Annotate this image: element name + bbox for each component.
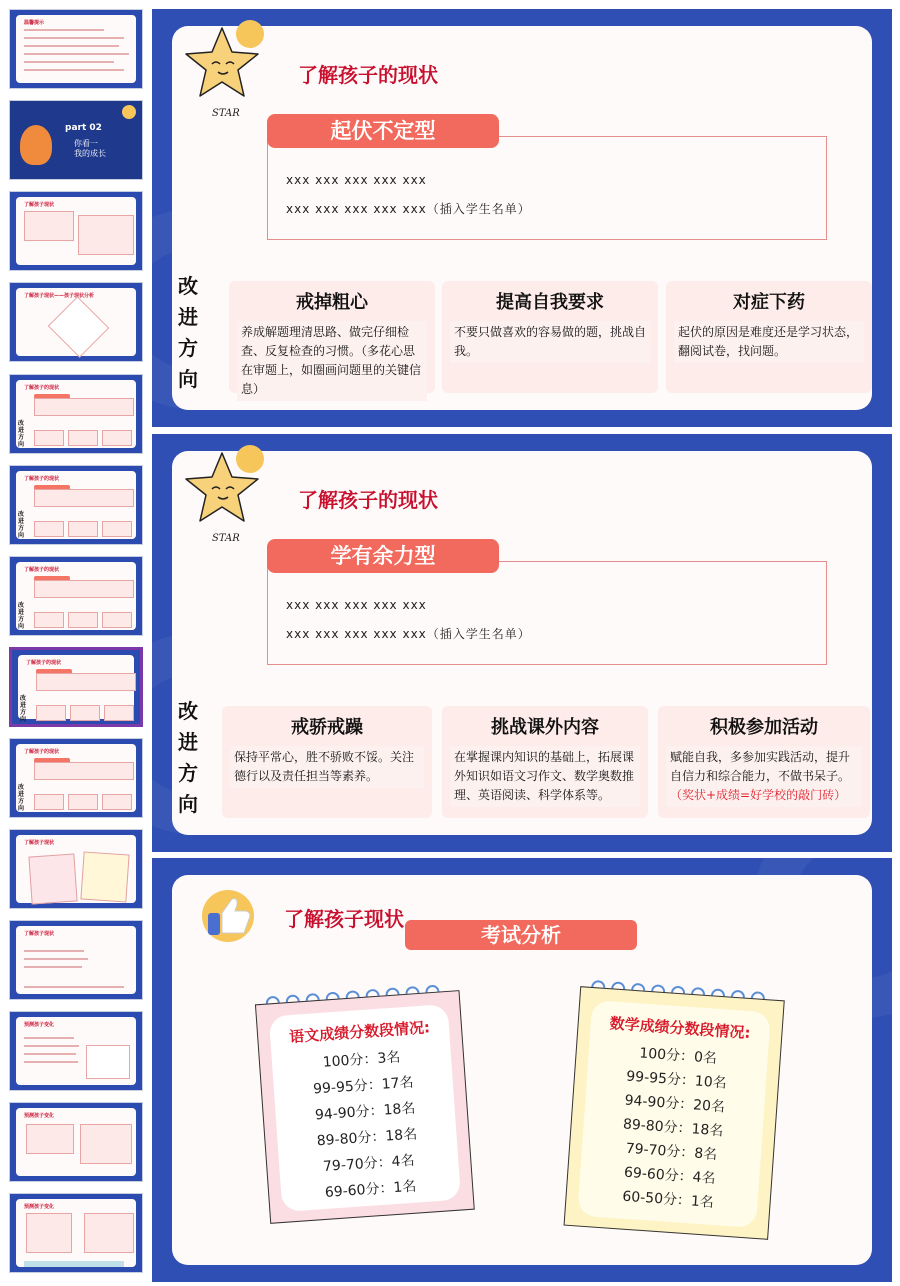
improvement-direction-label: 改 进 方 向 — [178, 699, 198, 816]
thumb-side-label: 改进方向 — [18, 602, 25, 630]
direction-card — [222, 706, 432, 818]
slide-thumb-6[interactable] — [9, 465, 143, 545]
thumb-title: 了解孩子的现状 — [24, 567, 60, 573]
slide-title: 了解孩子现状 — [284, 907, 404, 931]
thumb-side-label: 改进方向 — [20, 695, 27, 723]
thumb-title: 温馨提示 — [24, 20, 45, 26]
slide-xueyou-yuli — [152, 434, 892, 852]
score-row: 99-95分：17名 — [312, 1074, 415, 1098]
score-row: 69-60分：4名 — [623, 1164, 716, 1188]
improvement-direction-label: 改 进 方 向 — [178, 274, 198, 391]
score-row: 94-90分：20名 — [624, 1092, 726, 1116]
student-name-box — [267, 136, 827, 240]
direction-body: 在掌握课内知识的基础上，拓展课外知识如语文习作文、数学奥数推理、英语阅读、科学体系等。 — [450, 746, 640, 807]
thumb-title: 了解孩子的现状 — [24, 476, 60, 482]
math-score-notepad — [564, 976, 786, 1240]
student-name-box — [267, 561, 827, 665]
direction-heading: 戒骄戒躁 — [291, 717, 363, 738]
thumb-title: 了解孩子现状 — [24, 840, 55, 846]
name-line: xxx xxx xxx xxx xxx（插入学生名单） — [286, 202, 531, 216]
thumb-side-label: 改进方向 — [18, 511, 25, 539]
notepad-title: 语文成绩分数段情况: — [288, 1018, 431, 1047]
direction-heading: 提高自我要求 — [496, 292, 604, 313]
notepad-title: 数学成绩分数段情况: — [609, 1014, 752, 1043]
slide-thumb-12[interactable] — [9, 1011, 143, 1091]
super-star-icon — [182, 20, 272, 120]
slide-thumb-14[interactable] — [9, 1193, 143, 1273]
name-line: xxx xxx xxx xxx xxx — [286, 173, 427, 187]
name-line: xxx xxx xxx xxx xxx（插入学生名单） — [286, 627, 531, 641]
thumb-title: 预测孩子变化 — [24, 1113, 55, 1119]
score-row: 100分：0名 — [638, 1045, 718, 1067]
slide-title: 了解孩子的现状 — [298, 63, 438, 87]
slide-qifu-buding — [152, 9, 892, 427]
fox-illustration — [20, 125, 52, 165]
thumb-title: 了解孩子现状 — [24, 202, 55, 208]
direction-body: 养成解题理清思路、做完仔细检查、反复检查的习惯。（多花心思在审题上，如圈画问题里的关键信息） — [237, 321, 427, 401]
slide-thumbnail-panel — [0, 0, 150, 1286]
direction-heading: 挑战课外内容 — [491, 717, 599, 738]
score-row: 100分：3名 — [322, 1049, 401, 1071]
slide-thumb-5[interactable] — [9, 374, 143, 454]
thumb-title: 了解孩子现状 — [24, 931, 55, 937]
slide-card — [172, 451, 872, 835]
super-star-icon — [182, 445, 272, 545]
thumb-part-label: part 02 — [65, 123, 102, 133]
thumb-side-label: 改进方向 — [18, 784, 25, 812]
score-row: 69-60分：1名 — [324, 1178, 417, 1201]
slide-title: 了解孩子的现状 — [298, 488, 438, 512]
slide-thumb-10[interactable] — [9, 829, 143, 909]
slide-card — [172, 26, 872, 410]
slide-thumb-13[interactable] — [9, 1102, 143, 1182]
category-tag: 起伏不定型 — [267, 114, 499, 148]
slide-exam-analysis — [152, 858, 892, 1282]
direction-card — [658, 706, 870, 818]
score-row: 79-70分：8名 — [625, 1140, 718, 1164]
direction-card — [442, 706, 648, 818]
slide-card — [172, 875, 872, 1265]
direction-card — [666, 281, 872, 393]
direction-body: 保持平常心，胜不骄败不馁。关注德行以及责任担当等素养。 — [230, 746, 424, 788]
thumb-part-subtitle: 你看一 我的成长 — [74, 139, 106, 158]
direction-card — [442, 281, 658, 393]
thumb-title: 了解孩子的现状 — [24, 749, 60, 755]
score-row: 89-80分：18名 — [622, 1116, 724, 1140]
direction-body: 起伏的原因是难度还是学习状态，翻阅试卷，找问题。 — [674, 321, 864, 363]
score-row: 99-95分：10名 — [625, 1068, 728, 1092]
thumb-title: 了解孩子的现状 — [26, 660, 62, 666]
slide-thumb-11[interactable] — [9, 920, 143, 1000]
slide-thumb-3[interactable] — [9, 191, 143, 271]
thumb-title: 了解孩子的现状 — [24, 385, 60, 391]
direction-body: 赋能自我，多参加实践活动，提升自信力和综合能力，不做书呆子。（奖状+成绩=好学校的敲门砖） — [666, 746, 862, 807]
thumbs-up-icon — [196, 887, 260, 945]
thumb-side-label: 改进方向 — [18, 420, 25, 448]
slide-thumb-2[interactable] — [9, 100, 143, 180]
direction-card — [229, 281, 435, 396]
moon-icon — [122, 105, 136, 119]
slide-thumb-7[interactable] — [9, 556, 143, 636]
category-tag: 学有余力型 — [267, 539, 499, 573]
direction-highlight: （奖状+成绩=好学校的敲门砖） — [670, 788, 847, 802]
score-row: 94-90分：18名 — [314, 1100, 416, 1124]
score-row: 60-50分：1名 — [621, 1188, 715, 1211]
direction-heading: 戒掉粗心 — [296, 292, 368, 313]
score-row: 79-70分：4名 — [322, 1152, 416, 1176]
score-row: 89-80分：18名 — [316, 1126, 418, 1150]
thumb-title: 了解孩子现状——孩子现状分析 — [24, 293, 95, 299]
slide-thumb-4[interactable] — [9, 282, 143, 362]
slide-thumb-8-selected[interactable] — [9, 647, 143, 727]
thumb-title: 预测孩子变化 — [24, 1022, 55, 1028]
slide-thumb-9[interactable] — [9, 738, 143, 818]
thumb-title: 预测孩子变化 — [24, 1204, 55, 1210]
svg-text:STAR: STAR — [212, 533, 240, 544]
chinese-score-notepad — [254, 980, 475, 1224]
direction-body: 不要只做喜欢的容易做的题，挑战自我。 — [450, 321, 650, 363]
slide-thumb-1[interactable] — [9, 9, 143, 89]
category-tag: 考试分析 — [405, 920, 637, 950]
direction-heading: 积极参加活动 — [710, 717, 818, 738]
svg-text:STAR: STAR — [212, 108, 240, 119]
direction-heading: 对症下药 — [733, 292, 805, 313]
name-line: xxx xxx xxx xxx xxx — [286, 598, 427, 612]
